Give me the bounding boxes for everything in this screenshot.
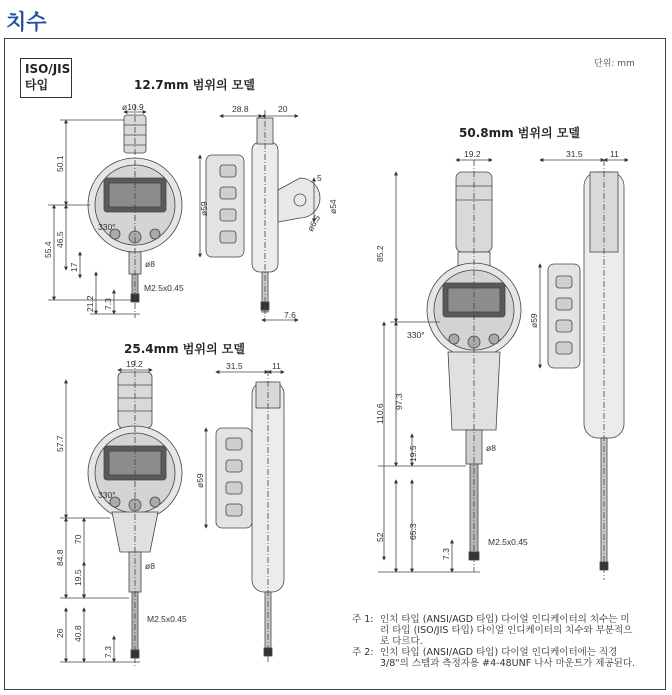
dim-25-4-59: ø59 — [195, 473, 205, 488]
dim-12-7-6-5: ø6.5 — [305, 213, 323, 233]
dim-12-7-angle: 330° — [98, 222, 116, 232]
dim-25-4-7-3: 7.3 — [103, 646, 113, 658]
dim-25-4-57-7: 57.7 — [55, 435, 65, 452]
dim-12-7-50-1: 50.1 — [55, 155, 65, 172]
dim-50-8-59: ø59 — [529, 313, 539, 328]
dim-12-7-17: 17 — [69, 262, 79, 272]
dim-25-4-19-2: 19.2 — [126, 359, 143, 369]
note-1-label: 주 1: — [352, 614, 374, 625]
note-2-label: 주 2: — [352, 647, 374, 658]
note-1-text: 인치 타입 (ANSI/AGD 타입) 다이얼 인디케이터의 치수는 미리 타입 (ISO/JIS 타입) 다이얼 인디케이터의 치수와 부분적으로 다르다. — [380, 614, 633, 647]
dim-50-8-97-3: 97.3 — [394, 393, 404, 410]
model-label-12-7: 12.7mm 범위의 모델 — [134, 78, 255, 92]
dim-50-8-7-3: 7.3 — [441, 548, 451, 560]
dim-12-7-55-4: 55.4 — [43, 241, 53, 258]
dim-50-8-31-5: 31.5 — [566, 149, 583, 159]
dim-12-7-cap-dia: ø10.9 — [122, 102, 144, 112]
dim-12-7-thread: M2.5x0.45 — [144, 283, 184, 293]
dim-50-8-19-2: 19.2 — [464, 149, 481, 159]
dim-50-8-110-6: 110.6 — [375, 403, 385, 424]
dim-25-4-19-5: 19.5 — [73, 569, 83, 586]
dim-25-4-stem: ø8 — [145, 561, 155, 571]
note-2-text: 인치 타입 (ANSI/AGD 타입) 다이얼 인디케이터에는 직경 3/8"의 스템과 측정자용 #4-48UNF 나사 마운트가 제공된다. — [380, 647, 636, 669]
dim-12-7-28-8: 28.8 — [232, 104, 249, 114]
page-title: 치수 — [6, 10, 47, 34]
unit-label: 단위: mm — [594, 59, 635, 69]
dim-25-4-40-8: 40.8 — [73, 625, 83, 642]
dim-25-4-thread: M2.5x0.45 — [147, 614, 187, 624]
dim-12-7-59: ø59 — [199, 201, 209, 216]
side-view-50-8 — [548, 160, 624, 580]
dim-50-8-65-3: 65.3 — [408, 523, 418, 540]
dim-50-8-11: 11 — [610, 149, 619, 159]
dim-25-4-70: 70 — [73, 534, 83, 544]
dim-50-8-52: 52 — [375, 532, 385, 542]
dim-25-4-31-5: 31.5 — [226, 361, 243, 371]
dim-25-4-11: 11 — [272, 361, 281, 371]
dim-25-4-angle: 330° — [98, 490, 116, 500]
dim-12-7-7-6: 7.6 — [284, 310, 296, 320]
model-label-25-4: 25.4mm 범위의 모델 — [124, 342, 245, 356]
dim-50-8-85-2: 85.2 — [375, 245, 385, 262]
dim-50-8-19-5: 19.5 — [408, 445, 418, 462]
dim-50-8-angle: 330° — [407, 330, 425, 340]
dim-12-7-5: 5 — [317, 173, 322, 183]
note-2 — [352, 647, 638, 669]
type-badge-line1: ISO/JIS — [25, 62, 71, 76]
dim-25-4-84-8: 84.8 — [55, 549, 65, 566]
dim-12-7-7-3: 7.3 — [103, 298, 113, 310]
side-view-12-7 — [206, 110, 323, 322]
model-label-50-8: 50.8mm 범위의 모델 — [459, 126, 580, 140]
dim-12-7-54: ø54 — [328, 199, 338, 214]
dim-12-7-21-2: 21.2 — [85, 295, 95, 312]
notes — [352, 614, 638, 669]
front-view-50-8 — [427, 160, 521, 572]
dim-50-8-thread: M2.5x0.45 — [488, 537, 528, 547]
dim-12-7-46-5: 46.5 — [55, 231, 65, 248]
side-view-25-4 — [216, 370, 284, 664]
type-badge-line2: 타입 — [25, 78, 49, 92]
dim-12-7-stem: ø8 — [145, 259, 155, 269]
dim-50-8-stem: ø8 — [486, 443, 496, 453]
dim-12-7-20: 20 — [278, 104, 288, 114]
dim-25-4-26: 26 — [55, 628, 65, 638]
note-1 — [352, 614, 638, 647]
